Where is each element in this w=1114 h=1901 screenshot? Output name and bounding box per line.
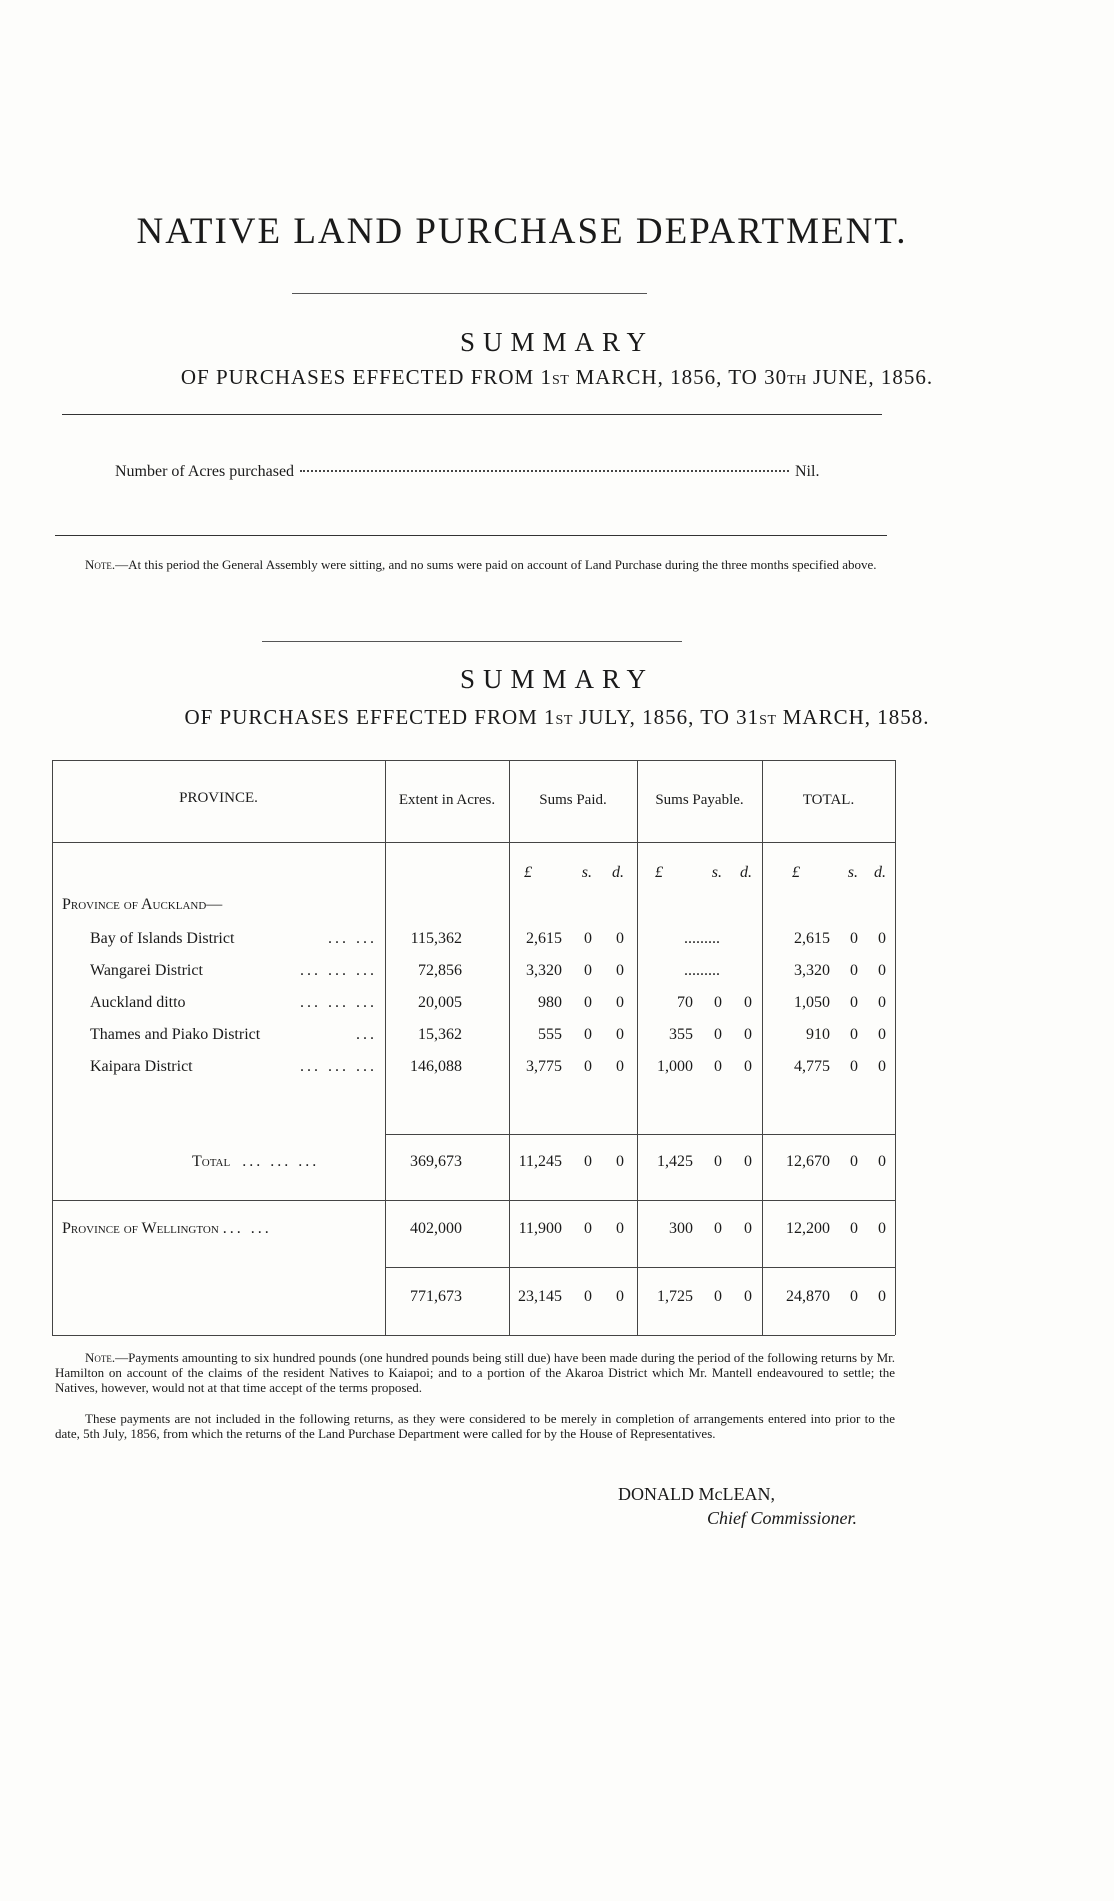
summary-2-subtitle: OF PURCHASES EFFECTED FROM 1ST JULY, 1856, TO 31ST MARCH, 1858. [184,705,930,729]
unit-pence-payable: d. [740,864,752,881]
divider [62,414,882,415]
grand-total-paid-pounds: 23,145 [518,1288,562,1305]
payable-dot-leader: ......... [684,962,720,979]
divider [292,293,647,294]
extent-acres: 146,088 [410,1058,462,1075]
row-paid-shillings: 0 [584,1026,592,1043]
auckland-total-payable-shillings: 0 [714,1153,722,1170]
row-payable-pence: 0 [744,1026,752,1043]
extent-acres: 115,362 [410,930,462,947]
divider [55,535,887,536]
row-total-pence: 0 [878,994,886,1011]
district-name: Thames and Piako District [90,1026,261,1043]
unit-pence-total: d. [874,864,886,881]
column-header-payable: Sums Payable. [655,792,744,808]
table-bottom-rule [52,1335,895,1336]
row-paid-pounds: 3,320 [526,962,562,979]
grand-total-total-pence: 0 [878,1288,886,1305]
purchases-table [52,760,895,1335]
district-name: Auckland ditto [90,994,186,1011]
grand-total-payable-shillings: 0 [714,1288,722,1305]
auckland-total-payable-pounds: 1,425 [657,1153,693,1170]
row-paid-pence: 0 [616,962,624,979]
unit-pound-total: £ [792,864,800,881]
wellington-label: Province of Wellington ... ... [62,1220,272,1237]
row-payable-shillings: 0 [714,994,722,1011]
dot-leader: ... ... ... [300,962,377,979]
district-name: Wangarei District [90,962,203,979]
auckland-total-paid-shillings: 0 [584,1153,592,1170]
acres-value: Nil. [795,463,820,480]
row-paid-pounds: 3,775 [526,1058,562,1075]
row-payable-pence: 0 [744,994,752,1011]
wellington-paid-pounds: 11,900 [518,1220,562,1237]
wellington-total-pence: 0 [878,1220,886,1237]
wellington-payable-pounds: 300 [669,1220,693,1237]
row-total-shillings: 0 [850,930,858,947]
extent-acres: 72,856 [418,962,462,979]
wellington-payable-shillings: 0 [714,1220,722,1237]
grand-total-paid-pence: 0 [616,1288,624,1305]
grand-total-total-pounds: 24,870 [786,1288,830,1305]
subtotal-rule [385,1134,895,1135]
row-paid-shillings: 0 [584,1058,592,1075]
row-payable-pounds: 70 [677,994,693,1011]
row-paid-pence: 0 [616,994,624,1011]
row-payable-pounds: 355 [669,1026,693,1043]
wellington-rule [52,1200,895,1201]
auckland-total-total-shillings: 0 [850,1153,858,1170]
unit-shilling-payable: s. [711,864,722,881]
department-title: NATIVE LAND PURCHASE DEPARTMENT. [136,211,908,252]
row-total-pence: 0 [878,1026,886,1043]
unit-pound-payable: £ [655,864,663,881]
unit-pound-paid: £ [524,864,532,881]
wellington-payable-pence: 0 [744,1220,752,1237]
summary-1-subtitle: OF PURCHASES EFFECTED FROM 1ST MARCH, 1856, TO 30TH JUNE, 1856. [180,365,934,389]
unit-pence-paid: d. [612,864,624,881]
payable-dot-leader: ......... [684,930,720,947]
row-paid-shillings: 0 [584,930,592,947]
summary-2-note: Note.—Payments amounting to six hundred pounds (one hundred pounds being still due) have been made during the period of the following returns by Mr. Hamilton on account of the claims of the resident Natives to Kaiapoi; and to a portion of the Akaroa District which Mr. Mantell endeavoured to settle; the Natives, however, would not at that time accept of the terms proposed. [55,1350,895,1395]
grand-total-paid-shillings: 0 [584,1288,592,1305]
summary-2-note-continued: These payments are not included in the following returns, as they were considered to be merely in completion of arrangements entered into prior to the date, 5th July, 1856, from which the returns of the Land Purchase Department were called for by the House of Representatives. [55,1411,895,1441]
dot-leader: ... ... ... [300,1058,377,1075]
wellington-paid-pence: 0 [616,1220,624,1237]
auckland-total-paid-pence: 0 [616,1153,624,1170]
wellington-total-pounds: 12,200 [786,1220,830,1237]
group-heading-auckland: Province of Auckland— [62,896,223,913]
row-paid-shillings: 0 [584,994,592,1011]
summary-1-heading: SUMMARY [459,327,655,357]
extent-acres: 20,005 [418,994,462,1011]
signature-title: Chief Commissioner. [707,1508,858,1528]
divider [262,641,682,642]
auckland-total-total-pounds: 12,670 [786,1153,830,1170]
dot-leader [300,470,789,472]
row-total-pence: 0 [878,1058,886,1075]
row-paid-pence: 0 [616,930,624,947]
row-payable-shillings: 0 [714,1026,722,1043]
auckland-total-payable-pence: 0 [744,1153,752,1170]
dot-leader: ... [356,1026,377,1043]
column-header-total: TOTAL. [802,792,855,808]
column-header-province: PROVINCE. [179,790,258,806]
row-total-pounds: 3,320 [794,962,830,979]
row-total-shillings: 0 [850,962,858,979]
row-payable-shillings: 0 [714,1058,722,1075]
grand-total-total-shillings: 0 [850,1288,858,1305]
auckland-total-paid-pounds: 11,245 [518,1153,562,1170]
grand-total-payable-pence: 0 [744,1288,752,1305]
grand-total-payable-pounds: 1,725 [657,1288,693,1305]
row-total-pence: 0 [878,962,886,979]
column-header-extent: Extent in Acres. [398,792,496,808]
auckland-total-total-pence: 0 [878,1153,886,1170]
unit-shilling-paid: s. [581,864,592,881]
row-paid-pounds: 555 [538,1026,562,1043]
header-rule [52,842,895,843]
wellington-acres: 402,000 [410,1220,462,1237]
row-total-pounds: 1,050 [794,994,830,1011]
row-payable-pounds: 1,000 [657,1058,693,1075]
row-total-pounds: 2,615 [794,930,830,947]
extent-acres: 15,362 [418,1026,462,1043]
grand-total-rule [385,1267,895,1268]
acres-label: Number of Acres purchased [115,463,295,480]
row-total-shillings: 0 [850,1026,858,1043]
row-total-shillings: 0 [850,1058,858,1075]
wellington-total-shillings: 0 [850,1220,858,1237]
acres-purchased-line [115,463,855,481]
district-name: Kaipara District [90,1058,193,1075]
dot-leader: ... ... [328,930,377,947]
wellington-paid-shillings: 0 [584,1220,592,1237]
row-paid-pounds: 2,615 [526,930,562,947]
auckland-total-label: Total ... ... ... [192,1153,320,1170]
auckland-total-acres: 369,673 [410,1153,462,1170]
summary-1-note: Note.—At this period the General Assembly were sitting, and no sums were paid on account of Land Purchase during the three months specified above. [85,557,877,572]
table-top-rule [52,760,895,761]
row-total-shillings: 0 [850,994,858,1011]
row-total-pounds: 910 [806,1026,830,1043]
row-payable-pence: 0 [744,1058,752,1075]
row-paid-pence: 0 [616,1026,624,1043]
row-paid-pence: 0 [616,1058,624,1075]
column-header-paid: Sums Paid. [539,792,607,808]
unit-shilling-total: s. [847,864,858,881]
grand-total-acres: 771,673 [410,1288,462,1305]
row-paid-pounds: 980 [538,994,562,1011]
district-name: Bay of Islands District [90,930,235,947]
signature-name: DONALD McLEAN, [618,1484,775,1504]
dot-leader: ... ... ... [300,994,377,1011]
summary-2-heading: SUMMARY [459,664,655,694]
row-paid-shillings: 0 [584,962,592,979]
row-total-pence: 0 [878,930,886,947]
row-total-pounds: 4,775 [794,1058,830,1075]
